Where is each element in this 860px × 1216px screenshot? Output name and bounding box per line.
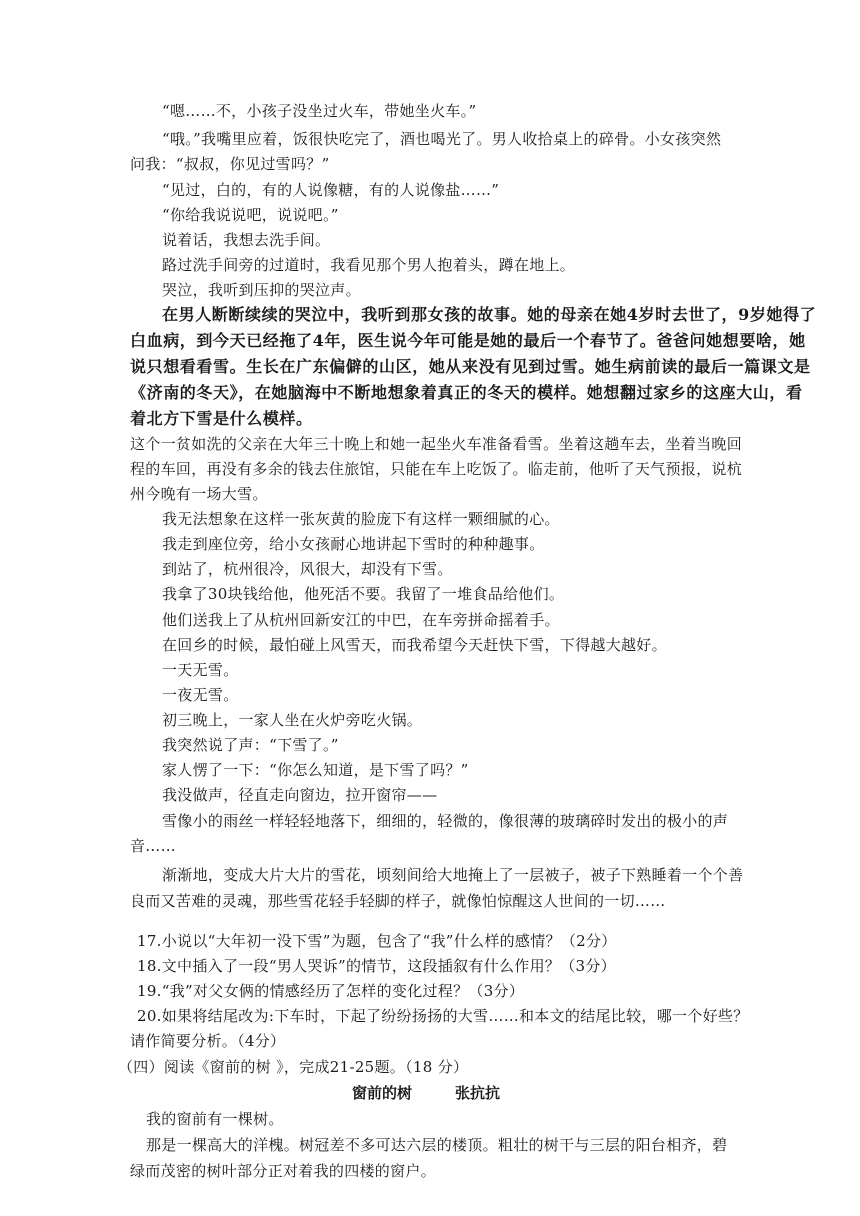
text-line: 音…… xyxy=(130,837,176,855)
text-line: 这个一贫如洗的父亲在大年三十晚上和她一起坐火车准备看雪。坐着这趟车去，坐着当晚回 xyxy=(130,435,743,453)
insert-paragraph-line: 白血病，到今天已经拖了4年，医生说今年可能是她的最后一个春节了。爸爸问她想要啥，她 xyxy=(130,331,806,350)
text-line: 州今晚有一场大雪。 xyxy=(130,485,268,503)
question-20: 20.如果将结尾改为:下车时，下起了纷纷扬扬的大雪……和本文的结尾比较，哪一个好些？ xyxy=(137,1007,749,1025)
article-title: 窗前的树 xyxy=(352,1084,413,1102)
text-line: 初三晚上，一家人坐在火炉旁吃火锅。 xyxy=(162,711,423,729)
insert-paragraph-line: 着北方下雪是什么模样。 xyxy=(130,409,313,428)
text-line: “哦。”我嘴里应着，饭很快吃完了，酒也喝光了。男人收拾桌上的碎骨。小女孩突然 xyxy=(162,130,722,148)
insert-paragraph-line: 说只想看看雪。生长在广东偏僻的山区，她从来没有见到过雪。她生病前读的最后一篇课文是 xyxy=(130,357,811,376)
text-line: 哭泣，我听到压抑的哭泣声。 xyxy=(162,281,361,299)
text-line: 他们送我上了从杭州回新安江的中巴，在车旁拼命摇着手。 xyxy=(162,611,560,629)
text-line: 程的车回，再没有多余的钱去住旅馆，只能在车上吃饭了。临走前，他听了天气预报，说杭 xyxy=(130,460,743,478)
text-line: 我走到座位旁，给小女孩耐心地讲起下雪时的种种趣事。 xyxy=(162,535,545,553)
text-line: 说着话，我想去洗手间。 xyxy=(162,231,331,249)
text-line: 雪像小的雨丝一样轻轻地落下，细细的，轻微的，像很薄的玻璃碎时发出的极小的声 xyxy=(162,812,729,830)
text-line: “嗯……不，小孩子没坐过火车，带她坐火车。” xyxy=(162,102,477,120)
text-line: 我无法想象在这样一张灰黄的脸庞下有这样一颗细腻的心。 xyxy=(162,510,560,528)
text-line: “见过，白的，有的人说像糖，有的人说像盐……” xyxy=(162,181,500,199)
text-line: 良而又苦难的灵魂，那些雪花轻手轻脚的样子，就像怕惊醒这人世间的一切…… xyxy=(130,892,666,910)
question-20-cont: 请作简要分析。（4分） xyxy=(130,1032,286,1050)
text-line: 绿而茂密的树叶部分正对着我的四楼的窗户。 xyxy=(130,1162,437,1180)
section-heading: （四）阅读《窗前的树 》，完成21-25题。（18 分） xyxy=(118,1058,469,1076)
text-line: 我没做声，径直走向窗边，拉开窗帘—— xyxy=(162,786,438,804)
text-line: 问我：“叔叔，你见过雪吗？” xyxy=(130,155,330,173)
question-18: 18.文中插入了一段“男人哭诉”的情节，这段插叙有什么作用？（3分） xyxy=(137,957,616,975)
text-line: 家人愣了一下：“你怎么知道，是下雪了吗？” xyxy=(162,761,469,779)
text-line: 我突然说了声：“下雪了。” xyxy=(162,736,339,754)
text-line: 那是一棵高大的洋槐。树冠差不多可达六层的楼顶。粗壮的树干与三层的阳台相齐，碧 xyxy=(146,1136,728,1154)
text-line: 路过洗手间旁的过道时，我看见那个男人抱着头，蹲在地上。 xyxy=(162,256,576,274)
article-author: 张抗抗 xyxy=(455,1084,501,1102)
text-line: 我的窗前有一棵树。 xyxy=(146,1110,284,1128)
question-17: 17.小说以“大年初一没下雪”为题，包含了“我”什么样的感情？（2分） xyxy=(137,932,617,950)
insert-paragraph-line: 在男人断断续续的哭泣中，我听到那女孩的故事。她的母亲在她4岁时去世了，9岁她得了 xyxy=(162,305,817,324)
text-line: “你给我说说吧，说说吧。” xyxy=(162,206,339,224)
insert-paragraph-line: 《济南的冬天》，在她脑海中不断地想象着真正的冬天的模样。她想翻过家乡的这座大山，看 xyxy=(130,383,803,402)
text-line: 在回乡的时候，最怕碰上风雪天，而我希望今天赶快下雪，下得越大越好。 xyxy=(162,636,667,654)
question-19: 19.“我”对父女俩的情感经历了怎样的变化过程？（3分） xyxy=(137,982,525,1000)
text-line: 一天无雪。 xyxy=(162,661,239,679)
text-line: 我拿了30块钱给他，他死活不要。我留了一堆食品给他们。 xyxy=(162,585,565,603)
text-line: 渐渐地，变成大片大片的雪花，顷刻间给大地掩上了一层被子，被子下熟睡着一个个善 xyxy=(162,866,744,884)
text-line: 一夜无雪。 xyxy=(162,686,239,704)
text-line: 到站了，杭州很冷，风很大，却没有下雪。 xyxy=(162,560,453,578)
